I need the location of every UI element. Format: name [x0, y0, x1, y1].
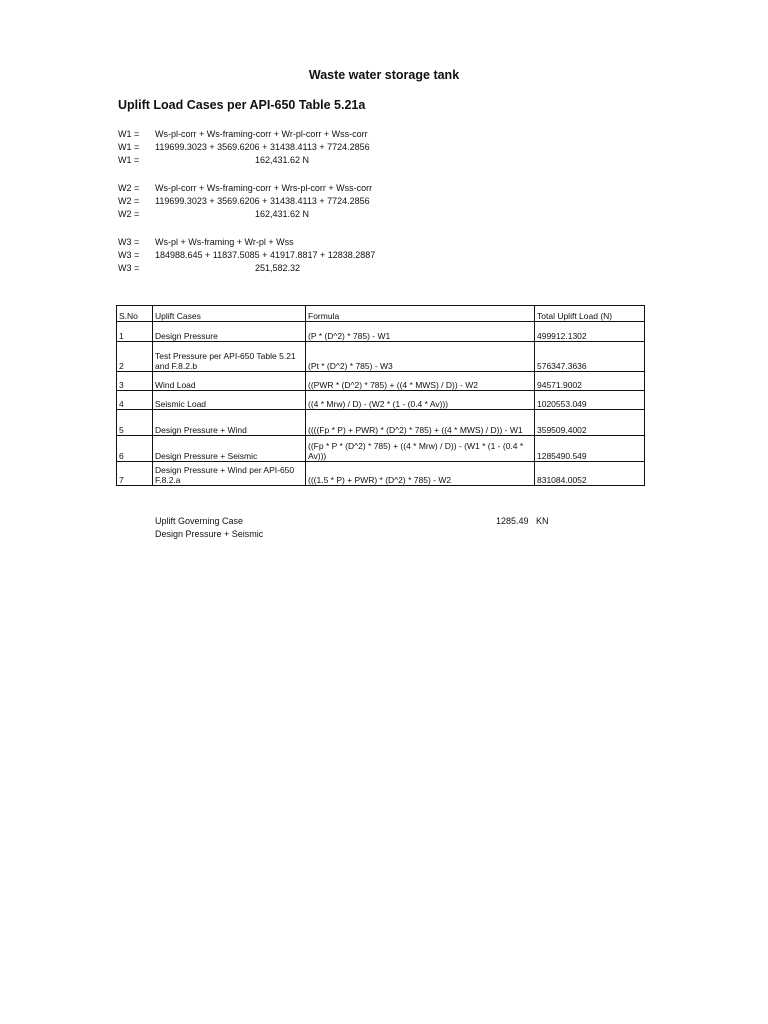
w1-definition-row: W1 = Ws-pl-corr + Ws-framing-corr + Wr-pl-corr + Wss-corr	[118, 129, 368, 139]
header-sno: S.No	[117, 306, 153, 322]
w1-values-row: W1 = 119699.3023 + 3569.6206 + 31438.4113 + 7724.2856	[118, 142, 370, 152]
table-row: 3 Wind Load ((PWR * (D^2) * 785) + ((4 * MWS) / D)) - W2 94571.9002	[117, 372, 645, 391]
header-total-uplift-load: Total Uplift Load (N)	[535, 306, 645, 322]
table-header-row	[117, 306, 645, 322]
table-row: 1 Design Pressure (P * (D^2) * 785) - W1 499912.1302	[117, 322, 645, 342]
table-row: 7 Design Pressure + Wind per API-650 F.8.2.a (((1.5 * P) + PWR) * (D^2) * 785) - W2 831084.0052	[117, 462, 645, 486]
uplift-load-table	[116, 305, 645, 486]
governing-case-value: 1285.49	[496, 516, 529, 526]
w2-definition-row: W2 = Ws-pl-corr + Ws-framing-corr + Wrs-pl-corr + Wss-corr	[118, 183, 373, 193]
table-row: 4 Seismic Load ((4 * Mrw) / D) - (W2 * (1 - (0.4 * Av))) 1020553.049	[117, 391, 645, 410]
w2-result-row: W2 = 162,431.62 N	[118, 209, 310, 219]
w1-result-row: W1 = 162,431.62 N	[118, 155, 310, 165]
header-uplift-cases: Uplift Cases	[153, 306, 306, 322]
w3-values-row: W3 = 184988.645 + 11837.5085 + 41917.8817 + 12838.2887	[118, 250, 376, 260]
governing-case-name: Design Pressure + Seismic	[155, 529, 264, 539]
table-row: 2 Test Pressure per API-650 Table 5.21 and F.8.2.b (Pt * (D^2) * 785) - W3 576347.3636	[117, 342, 645, 372]
table-row: 5 Design Pressure + Wind ((((Fp * P) + PWR) * (D^2) * 785) + ((4 * MWS) / D)) - W1 359509.4002	[117, 410, 645, 436]
w3-result-row: W3 = 251,582.32	[118, 263, 301, 273]
table-row: 6 Design Pressure + Seismic ((Fp * P * (D^2) * 785) + ((4 * Mrw) / D)) - (W1 * (1 - (0.4 * Av))) 1285490.549	[117, 436, 645, 462]
governing-case-label: Uplift Governing Case	[155, 516, 244, 526]
w2-values-row: W2 = 119699.3023 + 3569.6206 + 31438.4113 + 7724.2856	[118, 196, 370, 206]
governing-case-unit: KN	[536, 516, 549, 526]
w3-definition-row: W3 = Ws-pl + Ws-framing + Wr-pl + Wss	[118, 237, 294, 247]
document-title: Waste water storage tank	[308, 68, 460, 82]
header-formula: Formula	[306, 306, 535, 322]
section-heading: Uplift Load Cases per API-650 Table 5.21a	[118, 98, 366, 112]
